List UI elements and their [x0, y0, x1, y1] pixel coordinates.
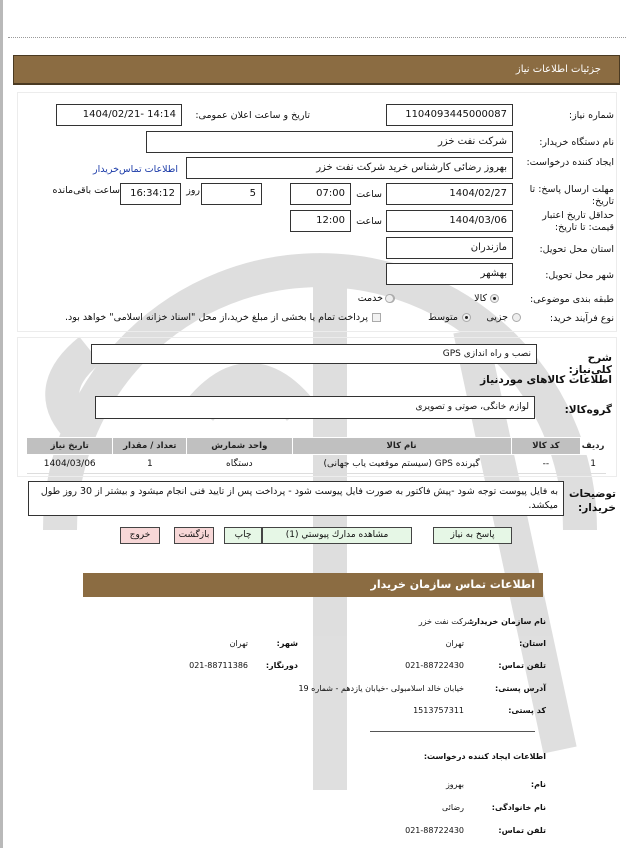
- deadline-time-field[interactable]: 07:00: [290, 183, 351, 205]
- days-field[interactable]: 5: [201, 183, 262, 205]
- items-table: [26, 437, 606, 474]
- category-radio-mixed-visible[interactable]: [385, 294, 394, 303]
- city-label-contact: شهر:: [276, 639, 298, 648]
- col-code: کد کالا: [511, 438, 581, 455]
- header-title: جزئیات اطلاعات نیاز: [515, 64, 601, 75]
- desc-label: شرح کلی‌نیاز:: [568, 352, 612, 376]
- section-header-buyer-contact: [83, 573, 543, 597]
- divider: [8, 37, 626, 38]
- address-value: خیابان خالد اسلامبولی -خیابان یازدهم - شماره 19: [298, 684, 464, 693]
- category-option-goods: کالا: [474, 293, 487, 304]
- name-value: بهروز: [445, 780, 464, 789]
- address-label: آدرس پستی:: [495, 684, 546, 693]
- time-label: ساعت: [356, 189, 382, 200]
- exit-button[interactable]: خروج: [120, 527, 160, 544]
- name-label: نام:: [530, 780, 546, 789]
- phone-label: تلفن تماس:: [498, 661, 546, 670]
- remaining-label: ساعت باقی‌مانده: [52, 185, 120, 196]
- cell-date: 1404/03/06: [27, 455, 113, 474]
- days-label: روز: [186, 185, 200, 196]
- col-name: نام کالا: [292, 438, 511, 455]
- city-label: شهر محل تحویل:: [545, 270, 614, 281]
- col-unit: واحد شمارش: [187, 438, 292, 455]
- validity-label: حداقل تاریخ اعتبار قیمت: تا تاریخ:: [542, 210, 614, 233]
- notes-field[interactable]: به فایل پیوست توجه شود -پیش فاکتور به صورت فایل پیوست شود - پرداخت پس از تایید فنی انجام میشود و بیشتر از 30 روز طول میکشد.: [28, 481, 564, 516]
- announce-label: تاریخ و ساعت اعلان عمومی:: [195, 110, 310, 121]
- treasury-checkbox[interactable]: [372, 313, 381, 322]
- group-field[interactable]: لوازم خانگی، صوتی و تصویری: [95, 396, 535, 419]
- deadline-label: مهلت ارسال پاسخ: تا تاریخ:: [529, 184, 614, 207]
- notes-label: توضیحات خریدار:: [568, 488, 616, 514]
- creator-phone-label: تلفن تماس:: [498, 826, 546, 835]
- process-radio-medium[interactable]: [462, 313, 471, 322]
- cell-code: --: [511, 455, 581, 474]
- process-option-minor: جزیی: [486, 312, 508, 323]
- creator-field[interactable]: بهروز رضائی کارشناس خرید شرکت نفت خزر: [186, 157, 513, 179]
- validity-time-field[interactable]: 12:00: [290, 210, 351, 232]
- province-value-contact: تهران: [445, 639, 464, 648]
- city-field[interactable]: بهشهر: [386, 263, 513, 285]
- col-qty: تعداد / مقدار: [113, 438, 187, 455]
- fax-value: 021-88711386: [189, 661, 248, 670]
- back-button[interactable]: بازگشت: [174, 527, 214, 544]
- process-radio-minor[interactable]: [512, 313, 521, 322]
- province-label-contact: استان:: [519, 639, 546, 648]
- category-label: طبقه بندی موضوعی:: [529, 294, 614, 305]
- window-edge: [0, 0, 3, 848]
- table-row: [27, 455, 606, 474]
- org-value: شرکت نفت خزر: [418, 617, 474, 626]
- process-option-medium: متوسط: [428, 312, 458, 323]
- print-button[interactable]: چاپ: [224, 527, 262, 544]
- family-label: نام خانوادگی:: [491, 803, 546, 812]
- col-row: ردیف: [581, 438, 606, 455]
- fax-label: دورنگار:: [265, 661, 298, 670]
- table-header-row: [27, 438, 606, 455]
- announce-field[interactable]: 1404/02/21- 14:14: [56, 104, 182, 126]
- family-value: رضائی: [442, 803, 464, 812]
- attachments-button[interactable]: مشاهده مدارك پيوستي (1): [262, 527, 412, 544]
- cell-qty: 1: [113, 455, 187, 474]
- postal-label: کد پستی:: [508, 706, 546, 715]
- desc-field[interactable]: نصب و راه اندازی GPS: [91, 344, 537, 364]
- creator-title: اطلاعات ایجاد کننده درخواست:: [423, 752, 546, 761]
- category-radio-goods[interactable]: [490, 294, 499, 303]
- buyer-org-field[interactable]: شرکت نفت خزر: [146, 131, 513, 153]
- remaining-time-field[interactable]: 16:34:12: [120, 183, 181, 205]
- contact-title: اطلاعات تماس سازمان خریدار: [370, 578, 535, 591]
- process-label: نوع فرآیند خرید:: [549, 313, 614, 324]
- province-label: استان محل تحویل:: [539, 244, 614, 255]
- goods-title: اطلاعات کالاهای موردنیاز: [480, 374, 612, 386]
- buyer-contact-link[interactable]: اطلاعات تماس‌خریدار: [93, 164, 178, 175]
- section-header-need-details: [13, 55, 620, 85]
- city-value-contact: تهران: [229, 639, 248, 648]
- province-field[interactable]: مازندران: [386, 237, 513, 259]
- creator-label: ایجاد کننده درخواست:: [526, 157, 614, 168]
- validity-date-field[interactable]: 1404/03/06: [386, 210, 513, 232]
- cell-name: گیرنده GPS (سیستم موقعیت یاب جهانی): [292, 455, 511, 474]
- cell-row: 1: [581, 455, 606, 474]
- reply-button[interactable]: پاسخ به نیاز: [433, 527, 512, 544]
- col-date: تاریخ نیاز: [27, 438, 113, 455]
- buyer-org-label: نام دستگاه خریدار:: [539, 137, 614, 148]
- group-label: گروه‌کالا:: [564, 404, 612, 416]
- need-number-field[interactable]: 1104093445000087: [386, 104, 513, 126]
- category-option-service: خدمت: [357, 293, 383, 304]
- treasury-text: پرداخت تمام یا بخشی از مبلغ خرید،از محل "اسناد خزانه اسلامی" خواهد بود.: [65, 312, 368, 323]
- phone-value: 021-88722430: [405, 661, 464, 670]
- cell-unit: دستگاه: [187, 455, 292, 474]
- deadline-date-field[interactable]: 1404/02/27: [386, 183, 513, 205]
- need-number-label: شماره نیاز:: [568, 110, 614, 121]
- time-label-2: ساعت: [356, 216, 382, 227]
- postal-value: 1513757311: [413, 706, 464, 715]
- org-label: نام سازمان خریدار:: [469, 617, 546, 626]
- creator-phone-value: 021-88722430: [405, 826, 464, 835]
- divider-creator: [370, 731, 535, 732]
